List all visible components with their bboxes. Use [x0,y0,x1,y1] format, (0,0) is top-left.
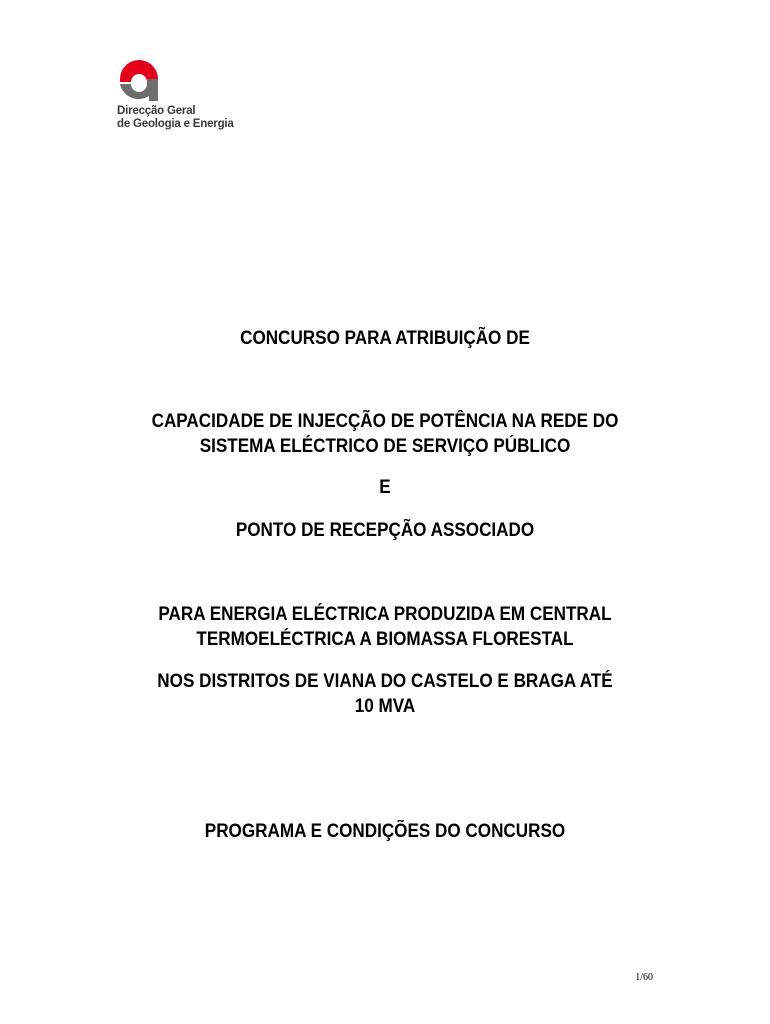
title-line-8: NOS DISTRITOS DE VIANA DO CASTELO E BRAGA ATÉ [157,671,613,692]
title-line-4: E [379,477,391,498]
title-line-6: PARA ENERGIA ELÉCTRICA PRODUZIDA EM CENTRAL [158,604,612,625]
title-line-5: PONTO DE RECEPÇÃO ASSOCIADO [235,520,535,541]
title-line-1: CONCURSO PARA ATRIBUIÇÃO DE [240,328,530,349]
dgge-logo-mark-icon [116,58,162,102]
title-line-7: TERMOELÉCTRICA A BIOMASSA FLORESTAL [196,629,574,650]
dgge-logo [116,58,256,138]
title-line-3: SISTEMA ELÉCTRICO DE SERVIÇO PÚBLICO [199,436,571,457]
title-line-9: 10 MVA [354,696,416,717]
logo-line-2: de Geologia e Energia [117,118,234,130]
logo-line-1: Direcção Geral [117,105,196,117]
document-subtitle: PROGRAMA E CONDIÇÕES DO CONCURSO [204,821,566,842]
page-number: 1/60 [635,972,653,983]
dgge-logo-text [117,105,234,131]
title-line-2: CAPACIDADE DE INJECÇÃO DE POTÊNCIA NA REDE DO [151,411,619,432]
